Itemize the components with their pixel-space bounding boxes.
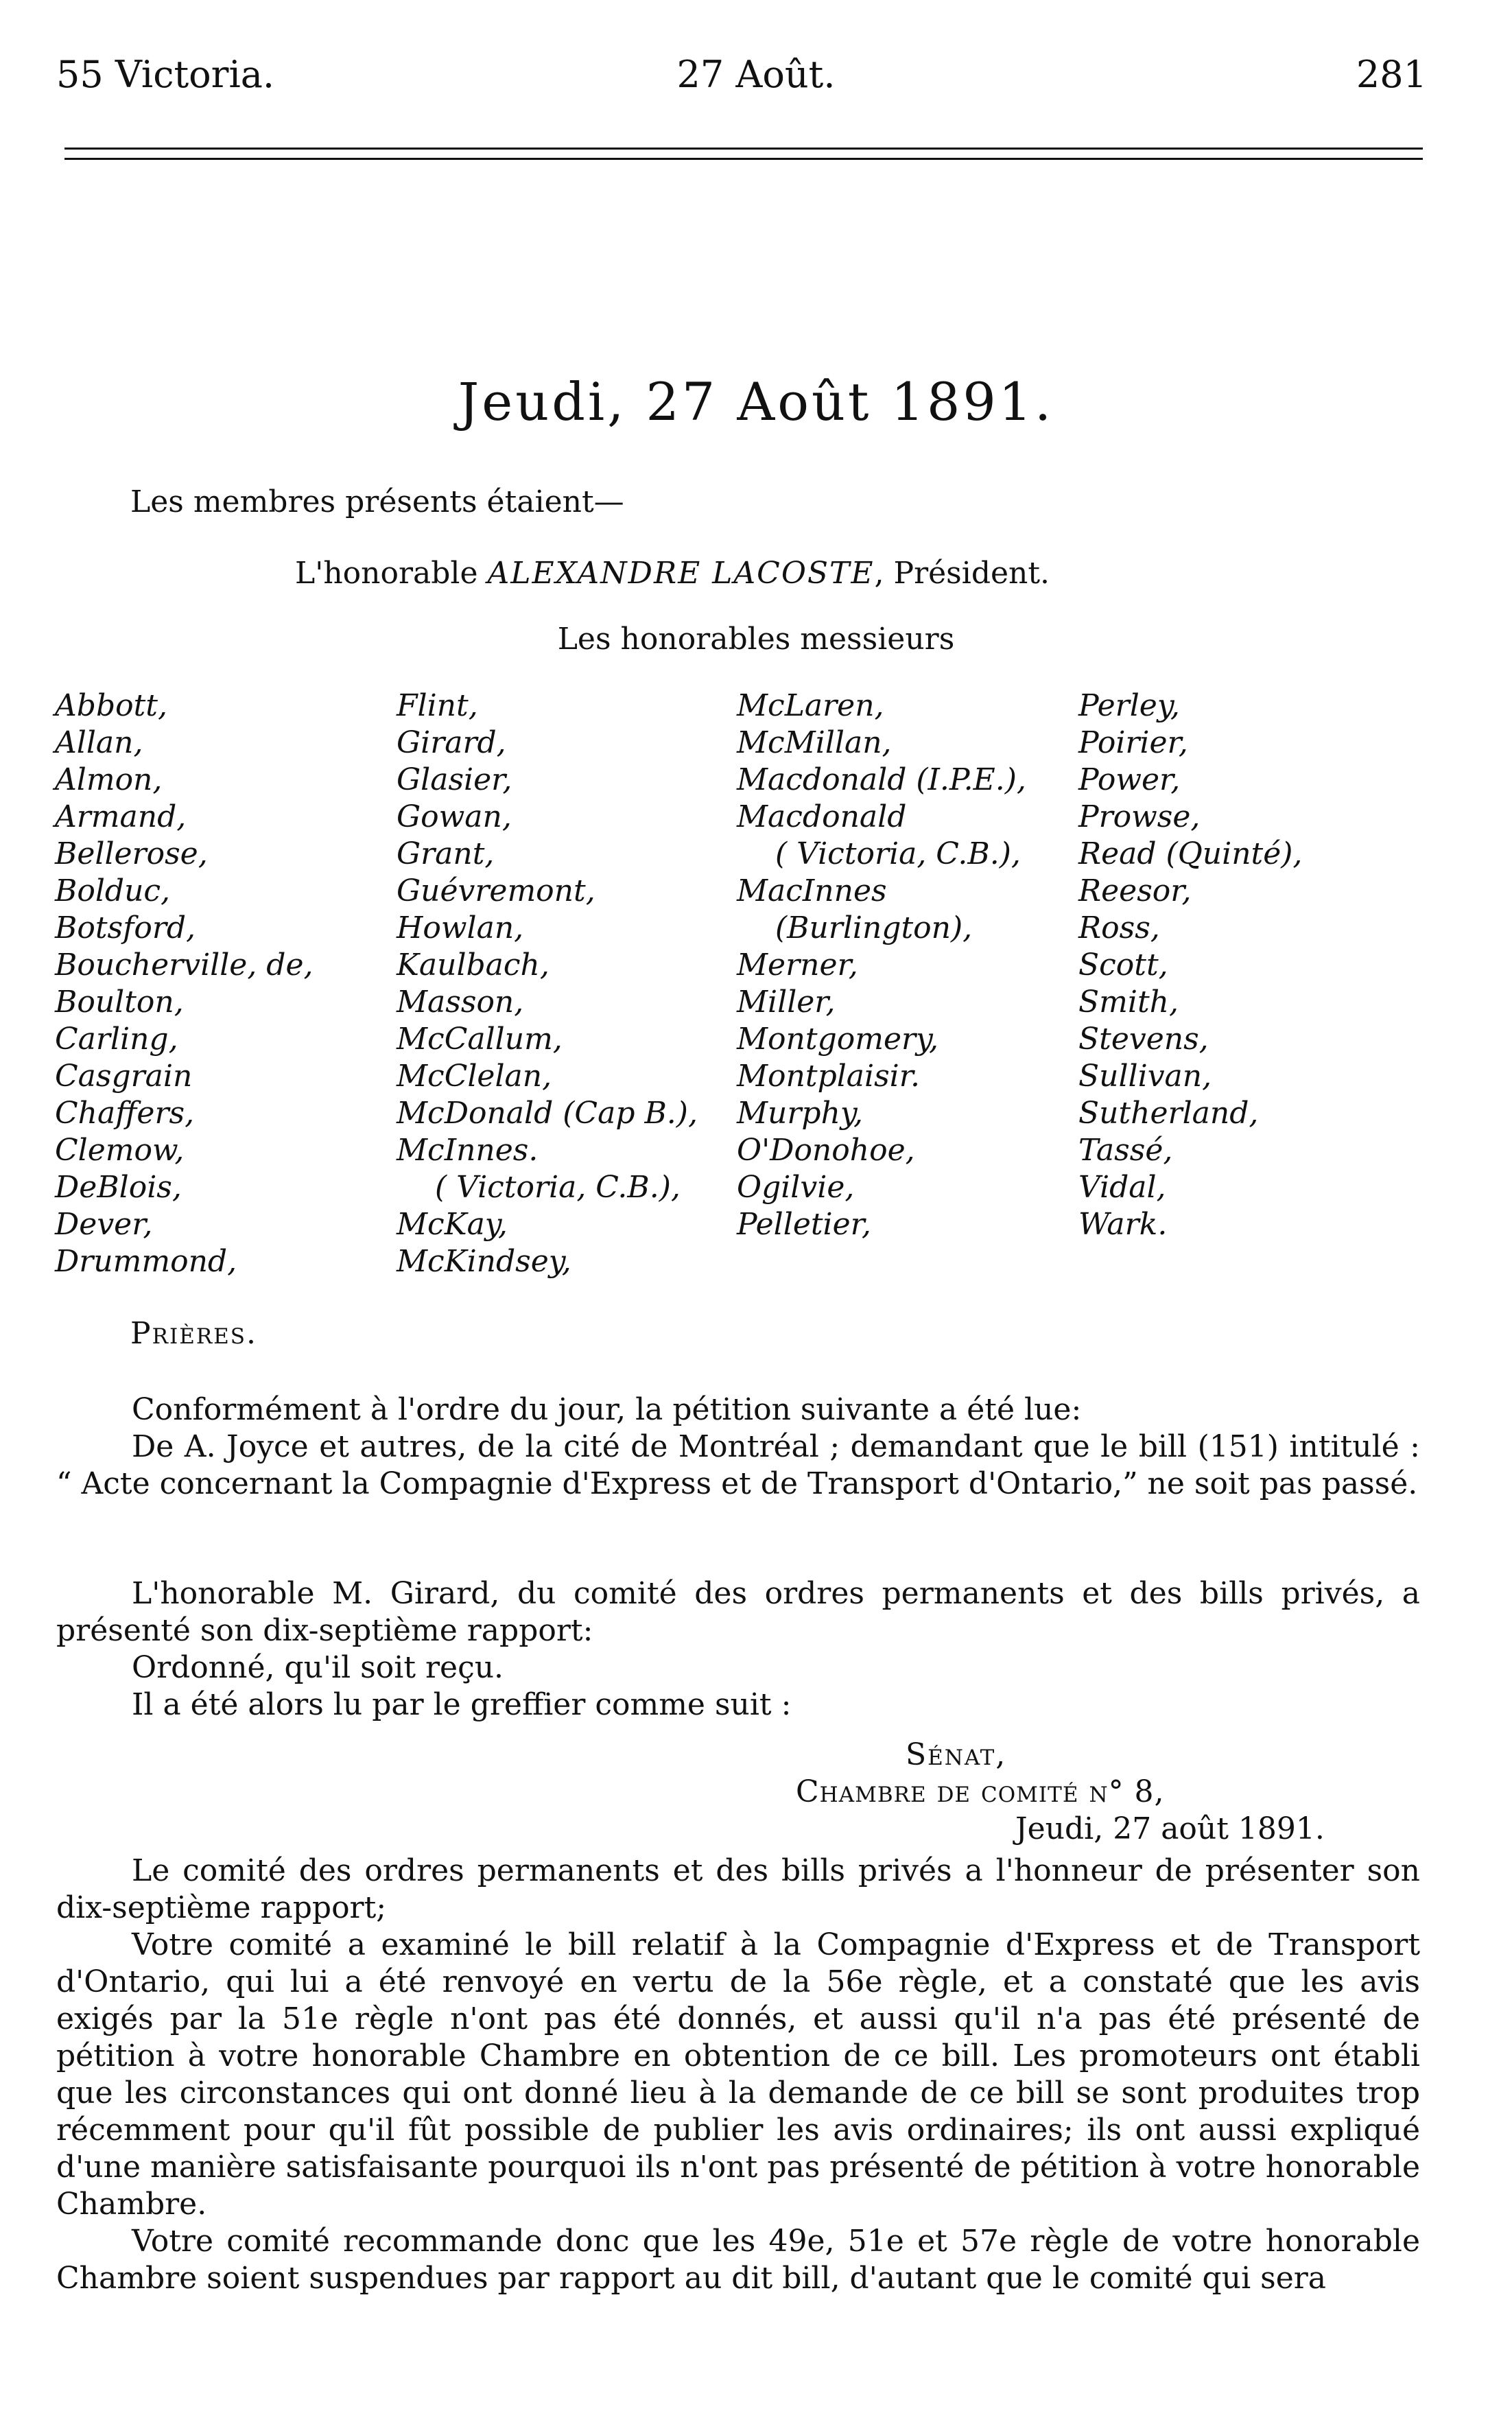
- page-number: 281: [1356, 53, 1427, 96]
- report-lu: Il a été alors lu par le greffier comme suit :: [132, 1687, 792, 1722]
- member-name: Glasier,: [397, 762, 512, 797]
- report-ordonne: Ordonné, qu'il soit reçu.: [132, 1650, 504, 1685]
- member-name: Power,: [1078, 762, 1181, 797]
- member-name: Girard,: [397, 725, 506, 760]
- member-name: Perley,: [1078, 688, 1180, 723]
- member-name: ( Victoria, C.B.),: [397, 1170, 681, 1205]
- member-name: Armand,: [55, 799, 187, 834]
- member-name: Poirier,: [1078, 725, 1188, 760]
- member-name: Murphy,: [737, 1096, 863, 1131]
- member-name: Clemow,: [55, 1133, 185, 1168]
- member-name: Montgomery,: [737, 1022, 939, 1057]
- member-name: Botsford,: [55, 910, 196, 945]
- member-name: Stevens,: [1078, 1022, 1209, 1057]
- report-intro-section: [56, 1575, 1420, 1724]
- member-name: McLaren,: [737, 688, 884, 723]
- member-name: Boulton,: [55, 985, 184, 1020]
- members-intro: Les membres présents étaient—: [130, 484, 624, 519]
- president-prefix: L'honorable: [295, 556, 478, 591]
- member-name: Masson,: [397, 985, 524, 1020]
- member-name: (Burlington),: [737, 910, 973, 945]
- honorables-heading: Les honorables messieurs: [557, 622, 955, 657]
- member-name: DeBlois,: [55, 1170, 182, 1205]
- member-name: Scott,: [1078, 948, 1168, 983]
- petition-section: [56, 1391, 1420, 1503]
- member-name: O'Donohoe,: [737, 1133, 915, 1168]
- member-name: Montplaisir.: [737, 1059, 920, 1094]
- member-name: Howlan,: [397, 910, 524, 945]
- member-name: Casgrain: [55, 1059, 193, 1094]
- member-name: Dever,: [55, 1207, 153, 1242]
- member-name: Boucherville, de,: [55, 948, 314, 983]
- member-name: Allan,: [55, 725, 143, 760]
- member-name: ( Victoria, C.B.),: [737, 836, 1021, 871]
- member-name: Kaulbach,: [397, 948, 550, 983]
- member-name: Gowan,: [397, 799, 512, 834]
- member-name: McDonald (Cap B.),: [397, 1096, 698, 1131]
- running-header-date: 27 Août.: [676, 53, 836, 96]
- president-suffix: , Président.: [874, 556, 1050, 591]
- petition-intro: Conformément à l'ordre du jour, la pétition suivante a été lue:: [132, 1392, 1082, 1427]
- member-name: Grant,: [397, 836, 495, 871]
- day-title: Jeudi, 27 Août 1891.: [458, 371, 1054, 432]
- member-name: Chaffers,: [55, 1096, 195, 1131]
- member-name: McKay,: [397, 1207, 508, 1242]
- member-name: Macdonald: [737, 799, 907, 834]
- member-name: Bellerose,: [55, 836, 208, 871]
- header-rule-top: [64, 148, 1423, 150]
- president-name: ALEXANDRE LACOSTE: [487, 556, 875, 591]
- members-column-2: [397, 687, 698, 1280]
- member-name: Tassé,: [1078, 1133, 1173, 1168]
- report-paragraph: Le comité des ordres permanents et des bills privés a l'honneur de présenter son dix-septième rapport;: [56, 1853, 1420, 1925]
- member-name: McCallum,: [397, 1022, 563, 1057]
- member-name: Miller,: [737, 985, 836, 1020]
- report-paragraph: Votre comité recommande donc que les 49e, 51e et 57e règle de votre honorable Chambre soient suspendues par rapport au dit bill, d'autant que le comité qui sera: [56, 2224, 1420, 2296]
- member-name: McMillan,: [737, 725, 892, 760]
- member-name: MacInnes: [737, 873, 887, 908]
- member-name: McInnes.: [397, 1133, 539, 1168]
- header-rule-bottom: [64, 158, 1423, 160]
- member-name: Almon,: [55, 762, 163, 797]
- member-name: McClelan,: [397, 1059, 552, 1094]
- member-name: Sutherland,: [1078, 1096, 1259, 1131]
- report-body: [56, 1853, 1420, 2297]
- petition-text: De A. Joyce et autres, de la cité de Montréal ; demandant que le bill (151) intitulé : “ Acte concernant la Compagnie d'Express et de Transport d'Ontario,” ne soit pas passé.: [56, 1429, 1420, 1501]
- prieres-heading: Prières.: [130, 1316, 258, 1351]
- member-name: Wark.: [1078, 1207, 1168, 1242]
- member-name: Bolduc,: [55, 873, 171, 908]
- member-name: Pelletier,: [737, 1207, 871, 1242]
- member-name: Abbott,: [55, 688, 167, 723]
- member-name: Ogilvie,: [737, 1170, 855, 1205]
- member-name: Drummond,: [55, 1244, 237, 1279]
- member-name: Vidal,: [1078, 1170, 1166, 1205]
- report-intro-text: L'honorable M. Girard, du comité des ordres permanents et des bills privés, a présenté son dix-septième rapport:: [56, 1576, 1420, 1648]
- member-name: Carling,: [55, 1022, 178, 1057]
- member-name: Read (Quinté),: [1078, 836, 1303, 871]
- member-name: Smith,: [1078, 985, 1179, 1020]
- member-name: Sullivan,: [1078, 1059, 1212, 1094]
- member-name: Guévremont,: [397, 873, 595, 908]
- member-name: Ross,: [1078, 910, 1160, 945]
- report-header-chambre: Chambre de comité n° 8,: [796, 1774, 1165, 1809]
- president-line: [295, 556, 1050, 592]
- member-name: Prowse,: [1078, 799, 1201, 834]
- report-header-date: Jeudi, 27 août 1891.: [1015, 1811, 1325, 1846]
- members-column-1: [55, 687, 314, 1280]
- member-name: McKindsey,: [397, 1244, 571, 1279]
- member-name: Reesor,: [1078, 873, 1192, 908]
- member-name: Macdonald (I.P.E.),: [737, 762, 1026, 797]
- members-column-3: [737, 687, 1026, 1243]
- running-header-session: 55 Victoria.: [56, 53, 275, 96]
- member-name: Merner,: [737, 948, 858, 983]
- report-header-senat: Sénat,: [906, 1737, 1007, 1772]
- member-name: Flint,: [397, 688, 478, 723]
- report-paragraph: Votre comité a examiné le bill relatif à la Compagnie d'Express et de Transport d'Ontario, qui lui a été renvoyé en vertu de la 56e règle, et a constaté que les avis exigés par la 51e règle n'ont pas été donnés, et aussi qu'il n'a pas été présenté de pétition à votre honorable Chambre en obtention de ce bill. Les promoteurs ont établi que les circonstances qui ont donné lieu à la demande de ce bill se sont produites trop récemment pour qu'il fût possible de publier les avis ordinaires; ils ont aussi expliqué d'une manière satisfaisante pourquoi ils n'ont pas présenté de pétition à votre honorable Chambre.: [56, 1927, 1420, 2222]
- members-column-4: [1078, 687, 1302, 1243]
